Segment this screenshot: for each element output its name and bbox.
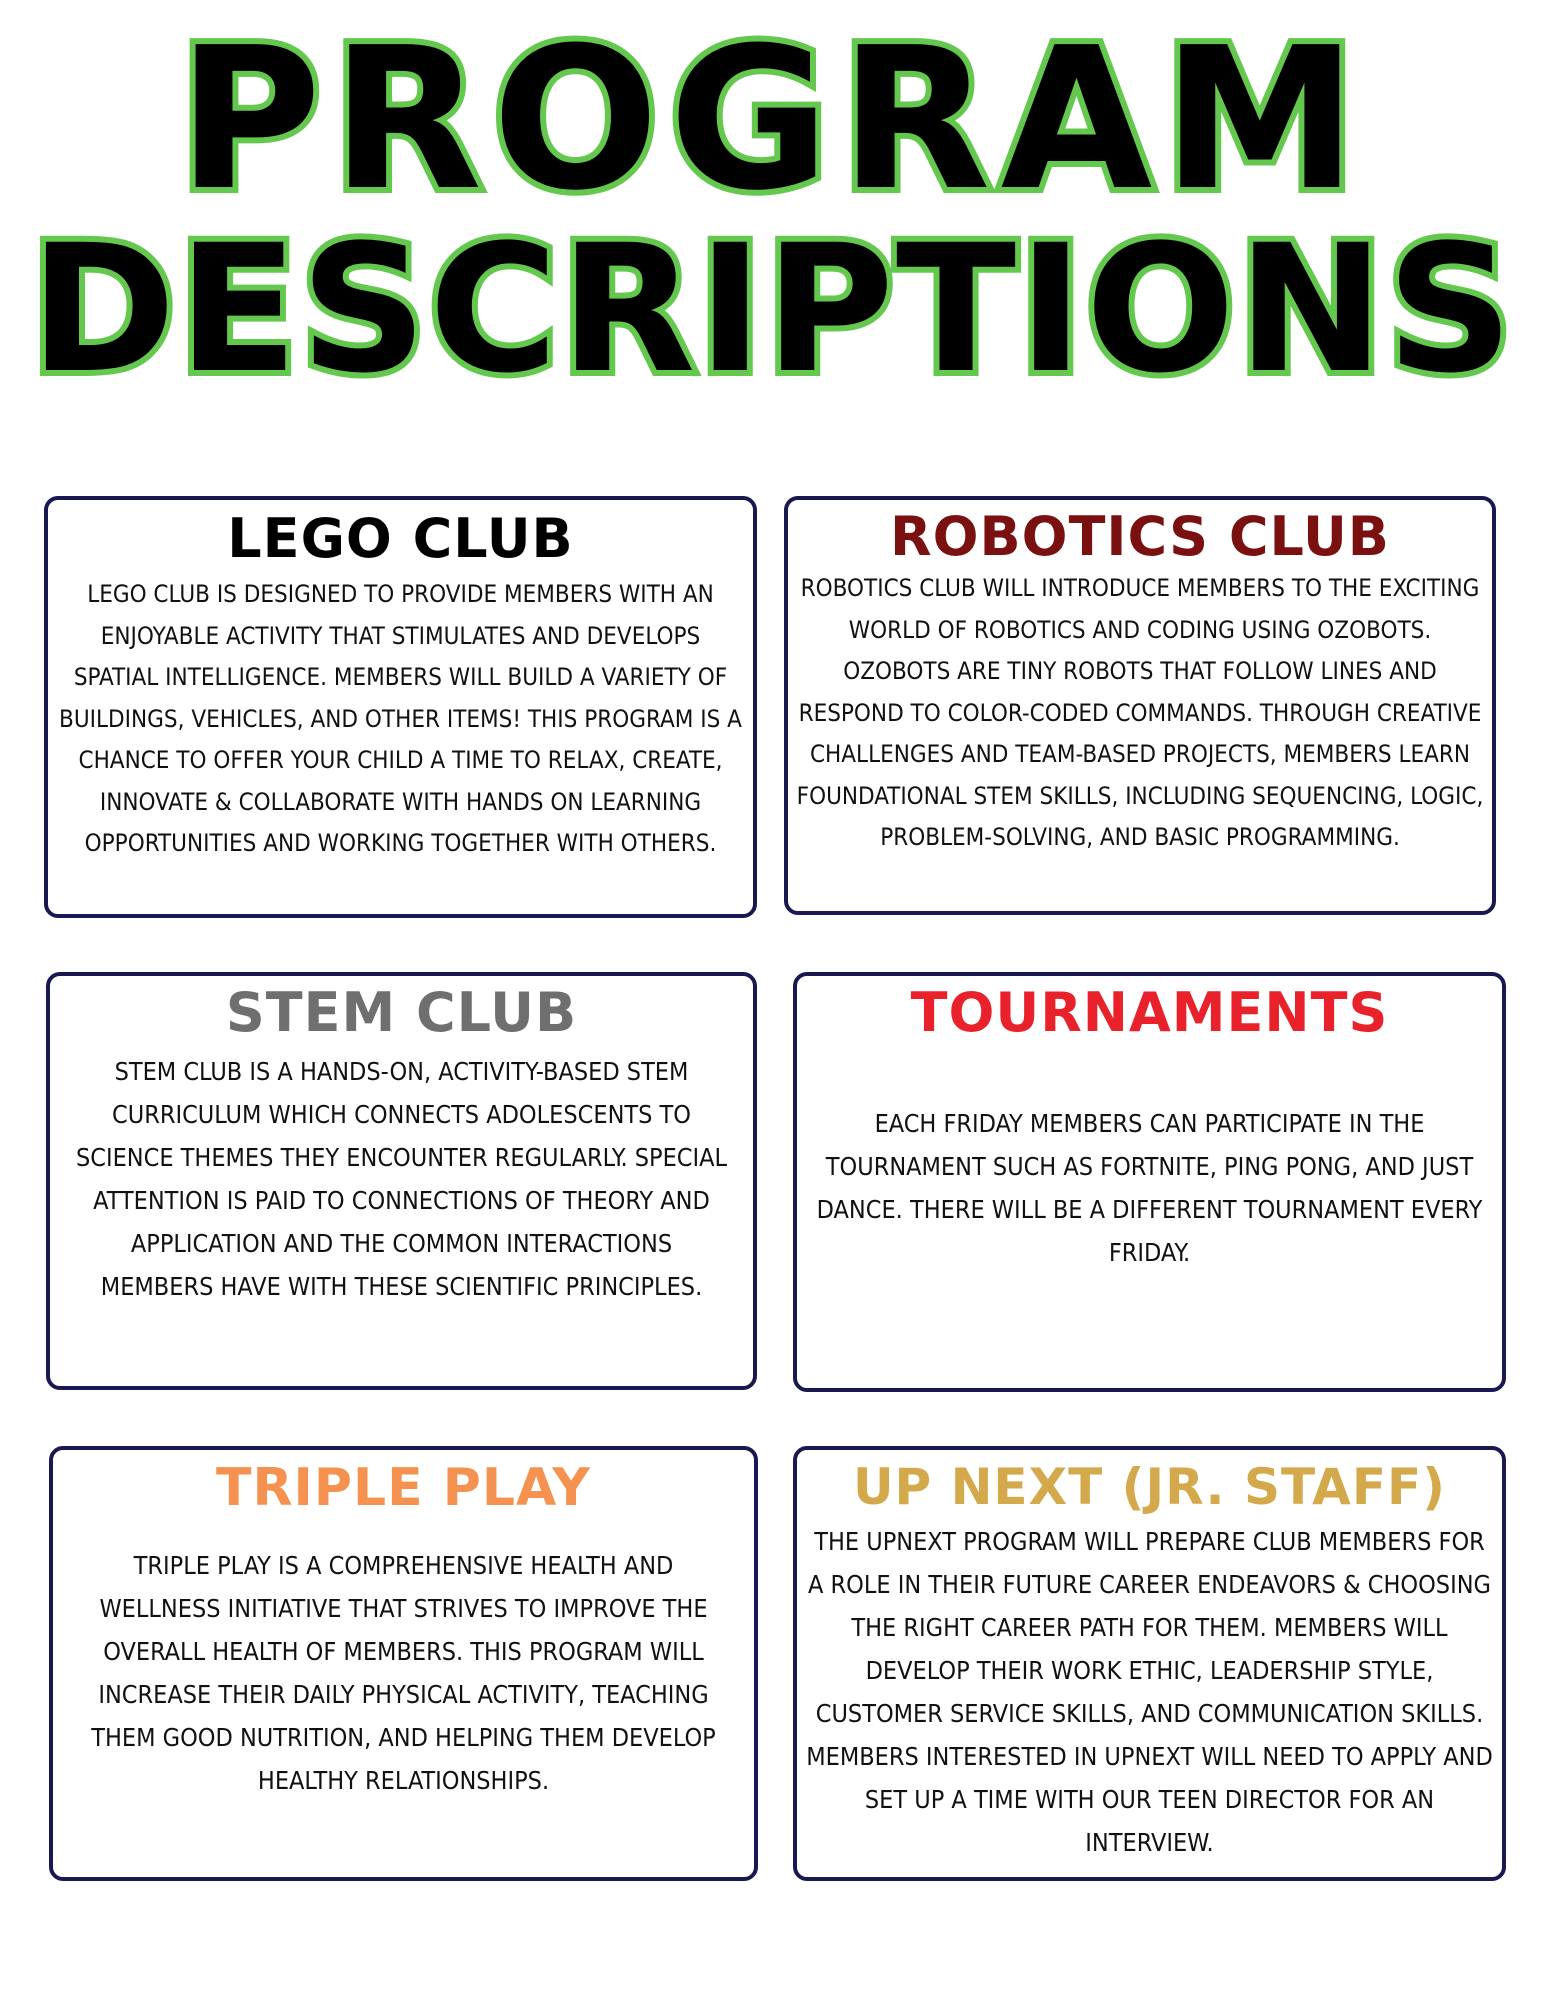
page-title-line-2: DESCRIPTIONS <box>29 207 1516 412</box>
stem-club-description: STEM CLUB IS A HANDS-ON, ACTIVITY-BASED STEM CURRICULUM WHICH CONNECTS ADOLESCENTS TO SCIENCE THEMES THEY ENCOUNTER REGULARLY. SPECIAL ATTENTION IS PAID TO CONNECTIONS OF THEORY AND APPLICATION AND THE COMMON INTERACTIONS MEMBERS HAVE WITH THESE SCIENTIFIC PRINCIPLES. <box>75 1057 728 1301</box>
lego-club-card <box>44 496 757 918</box>
triple-play-description: TRIPLE PLAY IS A COMPREHENSIVE HEALTH AND WELLNESS INITIATIVE THAT STRIVES TO IMPROVE THE OVERALL HEALTH OF MEMBERS. THIS PROGRAM WILL INCREASE THEIR DAILY PHYSICAL ACTIVITY, TEACHING THEM GOOD NUTRITION, AND HELPING THEM DEVELOP HEALTHY RELATIONSHIPS. <box>91 1551 716 1795</box>
lego-club-description: LEGO CLUB IS DESIGNED TO PROVIDE MEMBERS WITH AN ENJOYABLE ACTIVITY THAT STIMULATES AND DEVELOPS SPATIAL INTELLIGENCE. MEMBERS WILL BUILD A VARIETY OF BUILDINGS, VEHICLES, AND OTHER ITEMS! THIS PROGRAM IS A CHANCE TO OFFER YOUR CHILD A TIME TO RELAX, CREATE, INNOVATE & COLLABORATE WITH HANDS ON LEARNING OPPORTUNITIES AND WORKING TOGETHER WITH OTHERS. <box>59 580 742 857</box>
tournaments-card <box>793 972 1506 1392</box>
triple-play-card <box>49 1446 758 1881</box>
triple-play-title: TRIPLE PLAY <box>216 1458 591 1518</box>
robotics-club-description: ROBOTICS CLUB WILL INTRODUCE MEMBERS TO THE EXCITING WORLD OF ROBOTICS AND CODING USING OZOBOTS. OZOBOTS ARE TINY ROBOTS THAT FOLLOW LINES AND RESPOND TO COLOR-CODED COMMANDS. THROUGH CREATIVE CHALLENGES AND TEAM-BASED PROJECTS, MEMBERS LEARN FOUNDATIONAL STEM SKILLS, INCLUDING SEQUENCING, LOGIC, PROBLEM-SOLVING, AND BASIC PROGRAMMING. <box>796 574 1484 851</box>
stem-club-card <box>46 972 757 1390</box>
tournaments-description: EACH FRIDAY MEMBERS CAN PARTICIPATE IN THE TOURNAMENT SUCH AS FORTNITE, PING PONG, AND JUST DANCE. THERE WILL BE A DIFFERENT TOURNAMENT EVERY FRIDAY. <box>816 1109 1483 1267</box>
lego-club-title: LEGO CLUB <box>227 507 574 570</box>
robotics-club-title: ROBOTICS CLUB <box>890 505 1390 568</box>
robotics-club-card <box>784 496 1496 915</box>
up-next-description: THE UPNEXT PROGRAM WILL PREPARE CLUB MEMBERS FOR A ROLE IN THEIR FUTURE CAREER ENDEAVORS & CHOOSING THE RIGHT CAREER PATH FOR THEM. MEMBERS WILL DEVELOP THEIR WORK ETHIC, LEADERSHIP STYLE, CUSTOMER SERVICE SKILLS, AND COMMUNICATION SKILLS. MEMBERS INTERESTED IN UPNEXT WILL NEED TO APPLY AND SET UP A TIME WITH OUR TEEN DIRECTOR FOR AN INTERVIEW. <box>806 1527 1493 1857</box>
up-next-title: UP NEXT (JR. STAFF) <box>852 1458 1447 1516</box>
up-next-card <box>793 1446 1506 1881</box>
tournaments-title: TOURNAMENTS <box>910 981 1389 1044</box>
page-title-line-1: PROGRAM <box>177 6 1368 234</box>
stem-club-title: STEM CLUB <box>225 981 578 1044</box>
